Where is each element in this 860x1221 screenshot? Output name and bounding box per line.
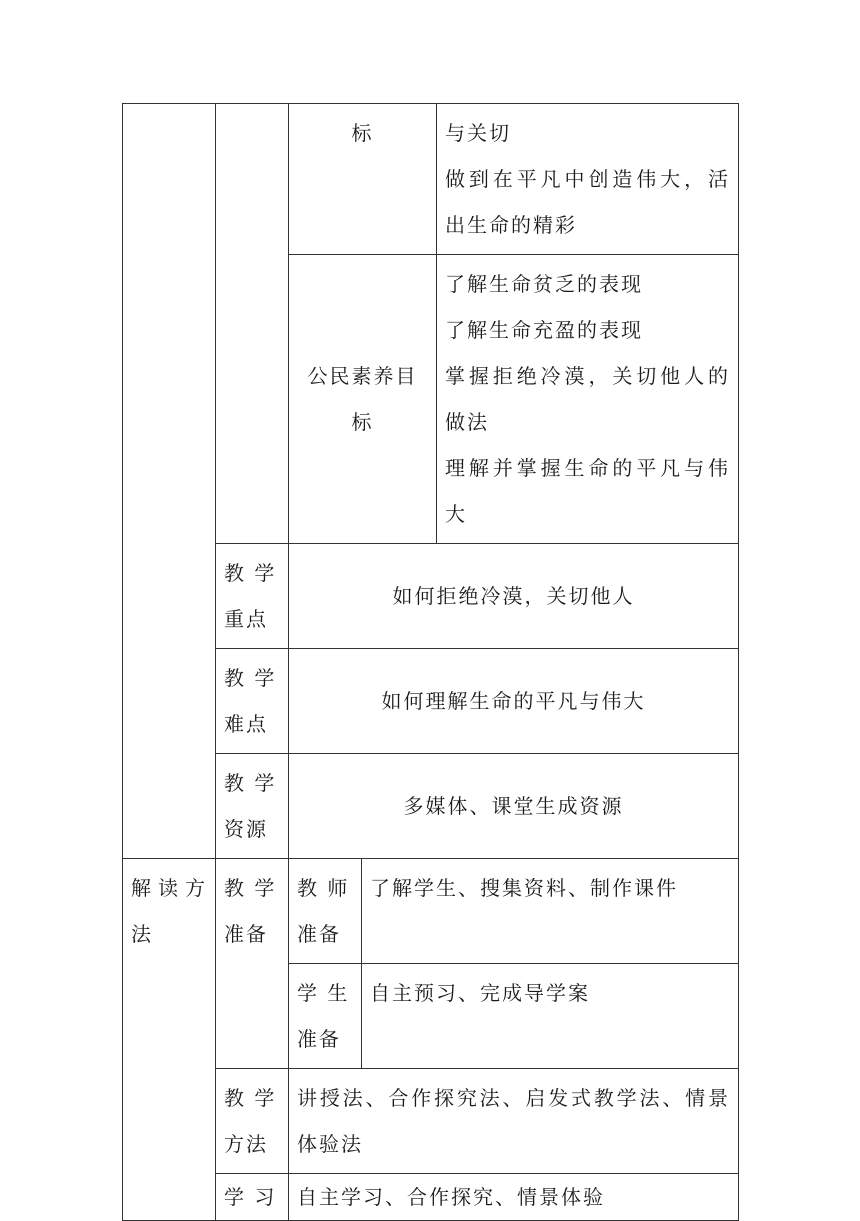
teaching-method-label: [216, 1069, 289, 1174]
prep-label-line: 教 学: [224, 876, 277, 900]
prep-label-line: 准备: [224, 922, 268, 946]
key-point-value-text: 如何拒绝冷漠，关切他人: [392, 584, 635, 608]
civic-goal-line: 了解生命充盈的表现: [445, 318, 643, 342]
lesson-plan-table: [122, 103, 739, 1221]
teaching-method-row: [123, 1069, 739, 1174]
key-point-label-line: 重点: [224, 607, 268, 631]
student-prep-value: [362, 964, 739, 1069]
teacher-prep-value-text: 了解学生、搜集资料、制作课件: [370, 876, 678, 900]
teaching-method-value-line: 讲授法、合作探究法、启发式教学法、情景: [297, 1086, 730, 1110]
teaching-method-value: [289, 1069, 739, 1174]
teacher-prep-label: [289, 859, 362, 964]
difficulty-value-text: 如何理解生命的平凡与伟大: [381, 689, 646, 713]
teaching-method-label-line: 教 学: [224, 1086, 277, 1110]
difficulty-label-line: 难点: [224, 712, 268, 736]
difficulty-label: [216, 649, 289, 754]
study-method-value-text: 自主学习、合作探究、情景体验: [297, 1185, 605, 1209]
teaching-method-label-line: 方法: [224, 1132, 268, 1156]
goal-sub-label: [289, 104, 437, 255]
civic-goal-line: 大: [445, 502, 467, 526]
teacher-prep-row: [123, 859, 739, 964]
goal-row-1: [123, 104, 739, 255]
blank-goal-cell: [216, 104, 289, 544]
teaching-method-value-line: 体验法: [297, 1132, 363, 1156]
student-prep-label: [289, 964, 362, 1069]
resources-value: [289, 754, 739, 859]
goal-sub-line: 出生命的精彩: [445, 213, 577, 237]
civic-goal-line: 了解生命贫乏的表现: [445, 272, 643, 296]
resources-label-line: 资源: [224, 817, 268, 841]
civic-goal-label: [289, 255, 437, 544]
difficulty-label-line: 教 学: [224, 666, 277, 690]
civic-goal-content: [437, 255, 739, 544]
key-point-value: [289, 544, 739, 649]
goal-sub-line: 做到在平凡中创造伟大，活: [445, 167, 730, 191]
student-prep-value-text: 自主预习、完成导学案: [370, 981, 590, 1005]
goal-sub-line: 与关切: [445, 121, 511, 145]
teacher-prep-value: [362, 859, 739, 964]
civic-goal-line: 理解并掌握生命的平凡与伟: [445, 456, 730, 480]
key-point-label-line: 教 学: [224, 561, 277, 585]
civic-goal-label-text: 公民素养目标: [307, 364, 418, 434]
student-prep-label-line: 学 生: [297, 981, 350, 1005]
method-section-label-line: 解读方: [131, 876, 207, 900]
prep-label: [216, 859, 289, 1069]
student-prep-label-line: 准备: [297, 1027, 341, 1051]
difficulty-value: [289, 649, 739, 754]
study-method-label-text: 学 习: [224, 1185, 277, 1209]
blank-left-cell: [123, 104, 216, 859]
key-point-label: [216, 544, 289, 649]
difficulty-row: [123, 649, 739, 754]
method-section-label: [123, 859, 216, 1221]
resources-row: [123, 754, 739, 859]
resources-label: [216, 754, 289, 859]
teacher-prep-label-line: 教 师: [297, 876, 350, 900]
civic-goal-line: 做法: [445, 410, 489, 434]
teacher-prep-label-line: 准备: [297, 922, 341, 946]
civic-goal-line: 掌握拒绝冷漠，关切他人的: [445, 364, 730, 388]
method-section-label-line: 法: [131, 922, 153, 946]
goal-sub-label-text: 标: [351, 121, 374, 145]
resources-label-line: 教 学: [224, 771, 277, 795]
study-method-row: [123, 1174, 739, 1221]
goal-sub-content: [437, 104, 739, 255]
study-method-value: [289, 1174, 739, 1221]
key-point-row: [123, 544, 739, 649]
resources-value-text: 多媒体、课堂生成资源: [403, 794, 624, 818]
study-method-label: [216, 1174, 289, 1221]
